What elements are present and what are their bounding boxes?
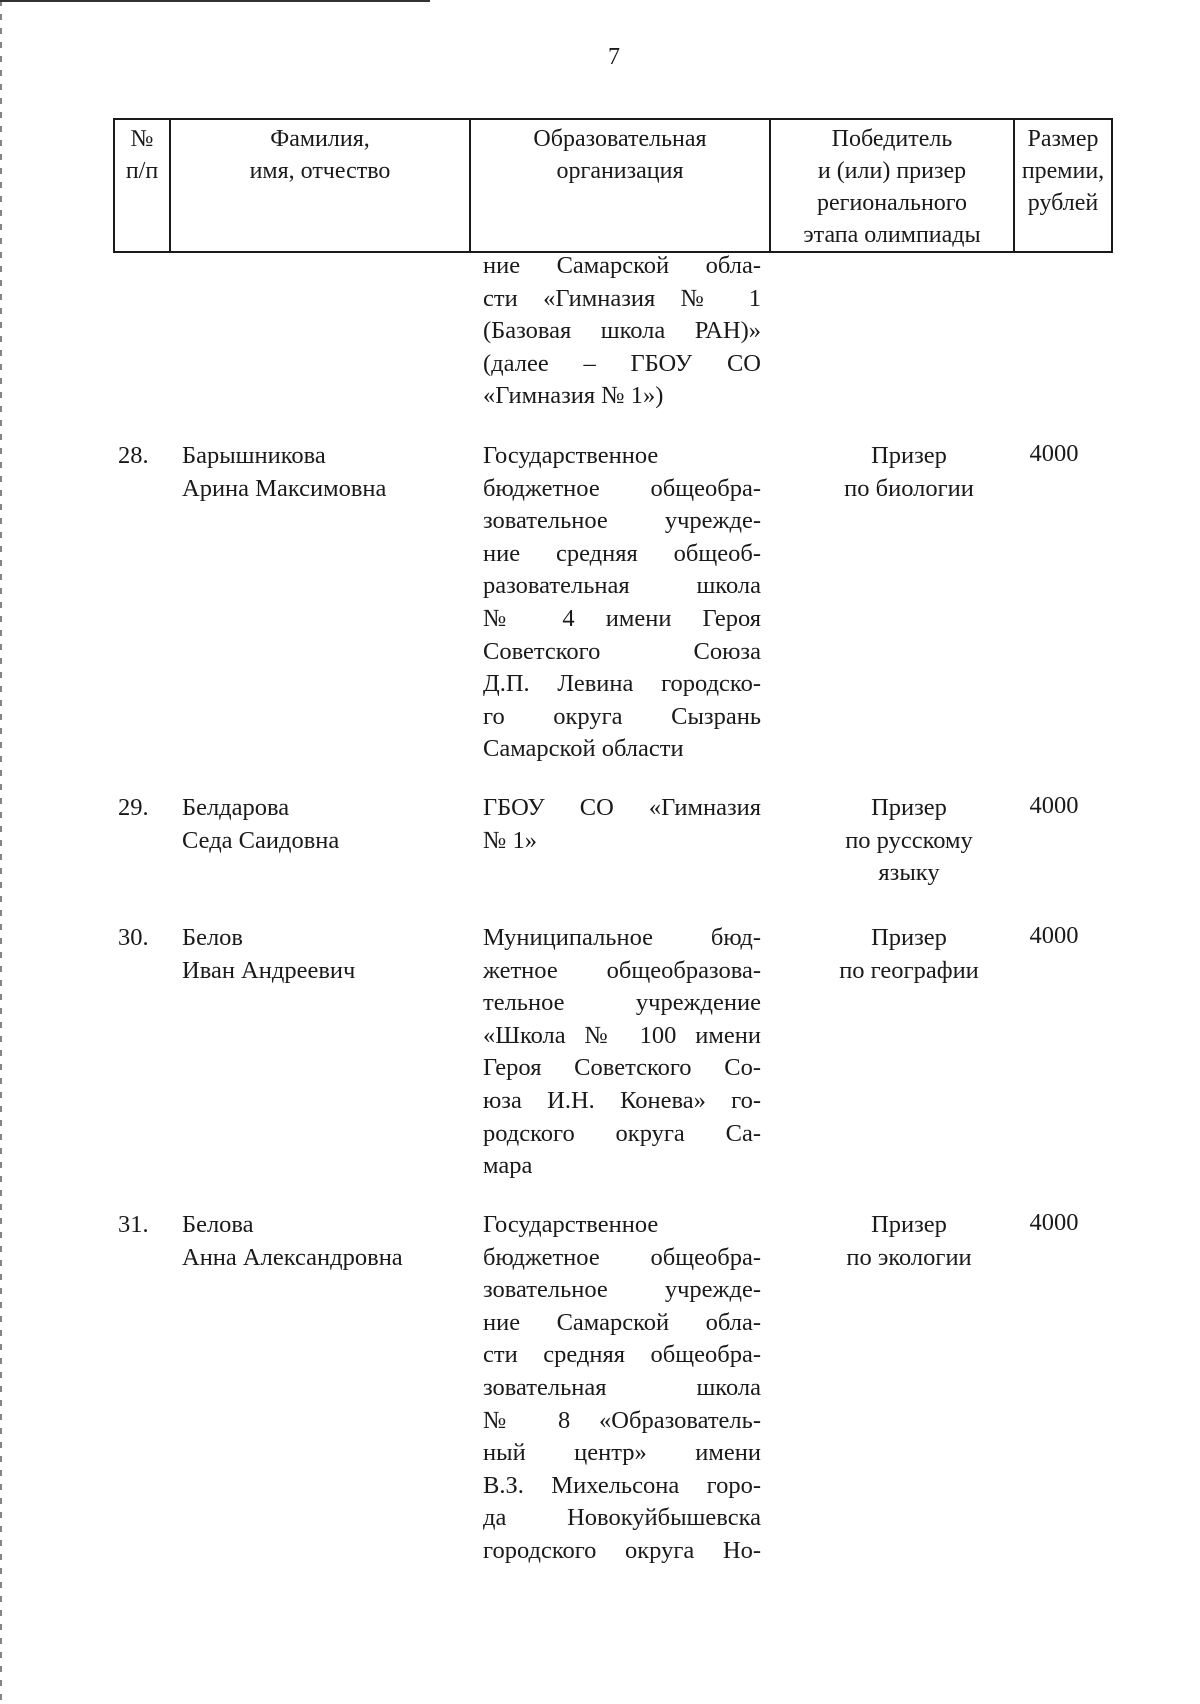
award-line: Призер [871,1211,947,1238]
row-fio [182,1209,403,1274]
award-line: по географии [839,956,979,984]
award-line: Призер [871,794,947,821]
org-line: сти «Гимназия № 1 [483,284,761,312]
org-line: жетное общеобразова- [483,956,761,984]
org-line: городского округа Но- [483,1536,761,1564]
row-fio [182,792,339,857]
row-award [789,440,1029,505]
award-line: по русскому [845,826,973,854]
row-number: 31. [118,1211,149,1238]
org-line: ГБОУ СО «Гимназия [483,794,761,821]
fio-line: Белдарова [182,794,290,821]
row-prize: 4000 [1029,922,1079,949]
header-line: Размер [1027,126,1099,152]
header-line: регионального [816,190,968,216]
row-prize: 4000 [1029,1209,1079,1236]
award-line: по экологии [846,1243,972,1271]
row-org [483,922,761,1183]
header-line: Победитель [831,126,953,152]
org-line: бюджетное общеобра- [483,1243,761,1271]
row-number: 30. [118,924,149,951]
row-award [789,922,1029,987]
org-line: Муниципальное бюд- [483,924,761,951]
org-line: «Гимназия № 1») [483,382,664,410]
org-line: зовательное учрежде- [483,1276,761,1304]
org-line: мара [483,1152,533,1180]
scan-top-mark [0,0,430,2]
scan-edge-mark [0,0,2,1704]
fio-line: Белов [182,924,243,951]
table-header [113,118,1113,253]
org-line: зовательное учрежде- [483,507,761,535]
org-line: родского округа Са- [483,1119,761,1147]
row-number: 29. [118,794,149,821]
org-line: ние Самарской обла- [483,1308,761,1336]
award-line: Призер [871,442,947,469]
row-award [789,792,1029,890]
header-col-fio [170,119,470,252]
row-fio [182,922,355,987]
award-line: по биологии [844,474,974,502]
org-line: юза И.Н. Конева» го- [483,1086,761,1114]
org-line: «Школа № 100 имени [483,1021,761,1049]
org-line: Государственное [483,442,659,469]
header-line: имя, отчество [249,158,391,184]
org-line: бюджетное общеобра- [483,474,761,502]
table-header-row [114,119,1112,252]
header-line: Фамилия, [270,126,370,152]
header-col-prize [1014,119,1112,252]
org-line: тельное учреждение [483,989,761,1017]
org-line: Советского Союза [483,637,761,665]
org-line: зовательная школа [483,1373,761,1401]
header-line: № [130,126,154,152]
fio-line: Арина Максимовна [182,474,387,502]
org-line: сти средняя общеобра- [483,1341,761,1369]
header-line: п/п [125,158,159,184]
row-prize: 4000 [1029,440,1079,467]
row-award [789,1209,1029,1274]
org-line: ние средняя общеоб- [483,539,761,567]
award-line: языку [878,859,940,887]
org-line: Д.П. Левина городско- [483,670,761,698]
row-org [483,792,761,857]
fio-line: Анна Александровна [182,1243,403,1271]
org-line: № 1» [483,826,538,854]
row-fio [182,440,386,505]
header-col-num [114,119,170,252]
org-line: ние Самарской обла- [483,252,761,279]
org-line: го округа Сызрань [483,702,761,730]
row-prize: 4000 [1029,792,1079,819]
org-line: разовательная школа [483,572,761,600]
header-line: рублей [1027,190,1099,216]
continuation-org [483,250,761,413]
org-line: (далее – ГБОУ СО [483,349,761,377]
fio-line: Белова [182,1211,254,1238]
row-org [483,1209,761,1568]
fio-line: Иван Андреевич [182,956,356,984]
fio-line: Седа Саидовна [182,826,340,854]
org-line: Героя Советского Со- [483,1054,761,1082]
award-line: Призер [871,924,947,951]
header-col-org [470,119,770,252]
header-line: организация [556,158,684,184]
header-line: Образовательная [533,126,707,152]
org-line: В.З. Михельсона горо- [483,1471,761,1499]
org-line: Государственное [483,1211,659,1238]
org-line: Самарской области [483,735,684,763]
org-line: № 8 «Образователь- [483,1406,761,1434]
row-number: 28. [118,442,149,469]
row-org [483,440,761,766]
header-col-award [770,119,1014,252]
org-line: ный центр» имени [483,1439,761,1467]
page-number: 7 [608,44,620,70]
header-line: этапа олимпиады [803,222,981,248]
header-line: премии, [1021,158,1105,184]
org-line: № 4 имени Героя [483,604,761,632]
org-line: (Базовая школа РАН)» [483,317,761,345]
header-line: и (или) призер [817,158,967,184]
fio-line: Барышникова [182,442,326,469]
org-line: да Новокуйбышевска [483,1504,761,1532]
